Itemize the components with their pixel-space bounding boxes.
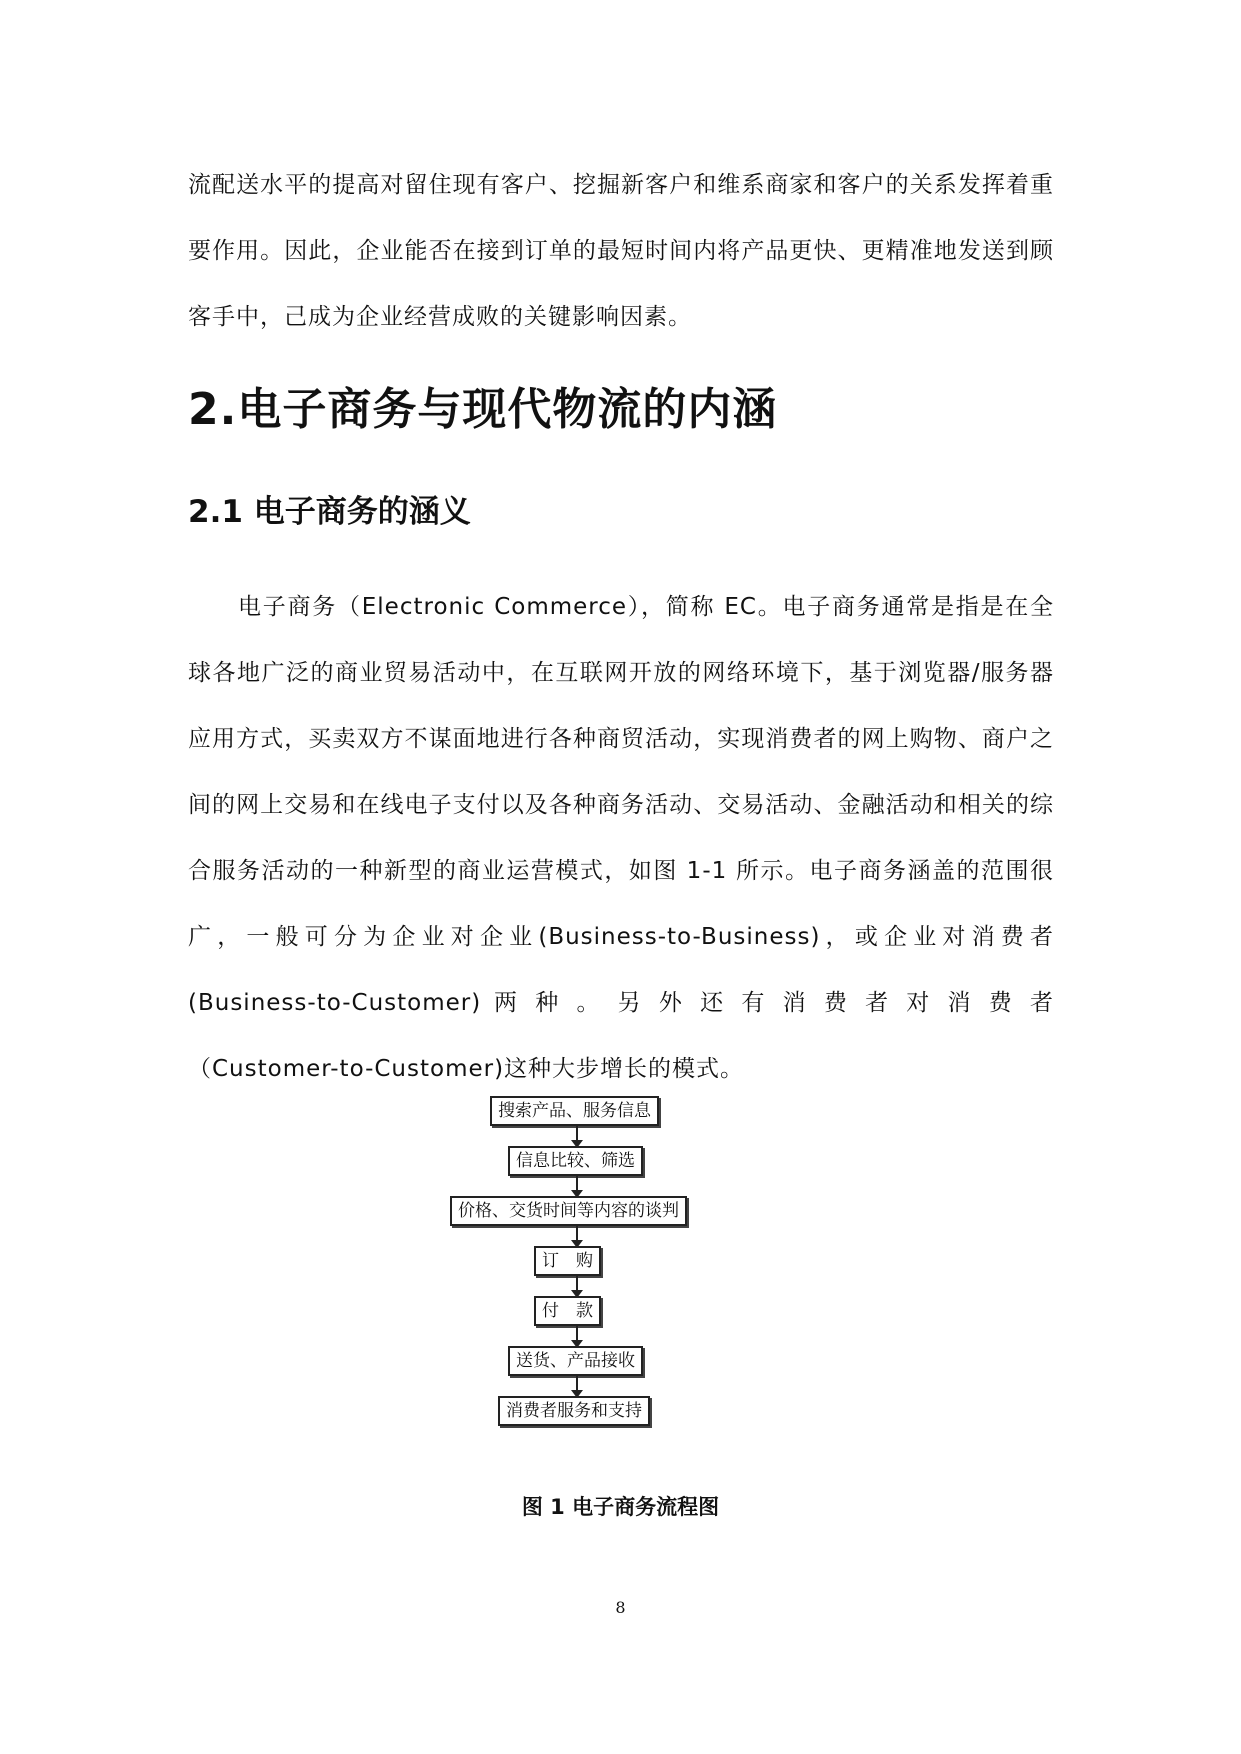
body-paragraph: 电子商务（Electronic Commerce），简称 EC。电子商务通常是指是在全球各地广泛的商业贸易活动中，在互联网开放的网络环境下，基于浏览器/服务器应用方式，买卖双方不谋面地进行各种商贸活动，实现消费者的网上购物、商户之间的网上交易和在线电子支付以及各种商务活动、交易活动、金融活动和相关的综合服务活动的一种新型的商业运营模式，如图 1-1 所示。电子商务涵盖的范围很广，一般可分为企业对企业(Business-to-Business)，或企业对消费者(Business-to-Customer) 两 种 。 另 外 还 有 消 费 者 对 消 费 者（Customer-to-Customer)这种大步增长的模式。 — [188, 594, 1054, 1082]
flow-step-search: 搜索产品、服务信息 — [490, 1096, 659, 1126]
flow-step-compare: 信息比较、筛选 — [508, 1146, 643, 1176]
flow-arrow — [576, 1324, 578, 1342]
flow-arrow — [576, 1174, 578, 1192]
ecommerce-flowchart — [458, 1096, 790, 1484]
flow-step-payment: 付 款 — [534, 1296, 601, 1326]
flow-arrow — [576, 1274, 578, 1292]
subsection-heading: 2.1 电子商务的涵义 — [188, 494, 471, 530]
flow-step-negotiate: 价格、交货时间等内容的谈判 — [450, 1196, 687, 1226]
figure-caption: 图 1 电子商务流程图 — [521, 1495, 720, 1519]
flow-arrow — [576, 1124, 578, 1142]
flow-step-delivery: 送货、产品接收 — [508, 1346, 643, 1376]
flow-arrow — [576, 1224, 578, 1242]
flow-arrow — [576, 1374, 578, 1392]
page-number: 8 — [615, 1598, 626, 1617]
flow-step-order: 订 购 — [534, 1246, 601, 1276]
section-heading: 2.电子商务与现代物流的内涵 — [188, 384, 778, 435]
flow-step-support: 消费者服务和支持 — [498, 1396, 650, 1426]
intro-paragraph: 流配送水平的提高对留住现有客户、挖掘新客户和维系商家和客户的关系发挥着重要作用。因此，企业能否在接到订单的最短时间内将产品更快、更精准地发送到顾客手中，己成为企业经营成败的关键影响因素。 — [188, 172, 1054, 330]
